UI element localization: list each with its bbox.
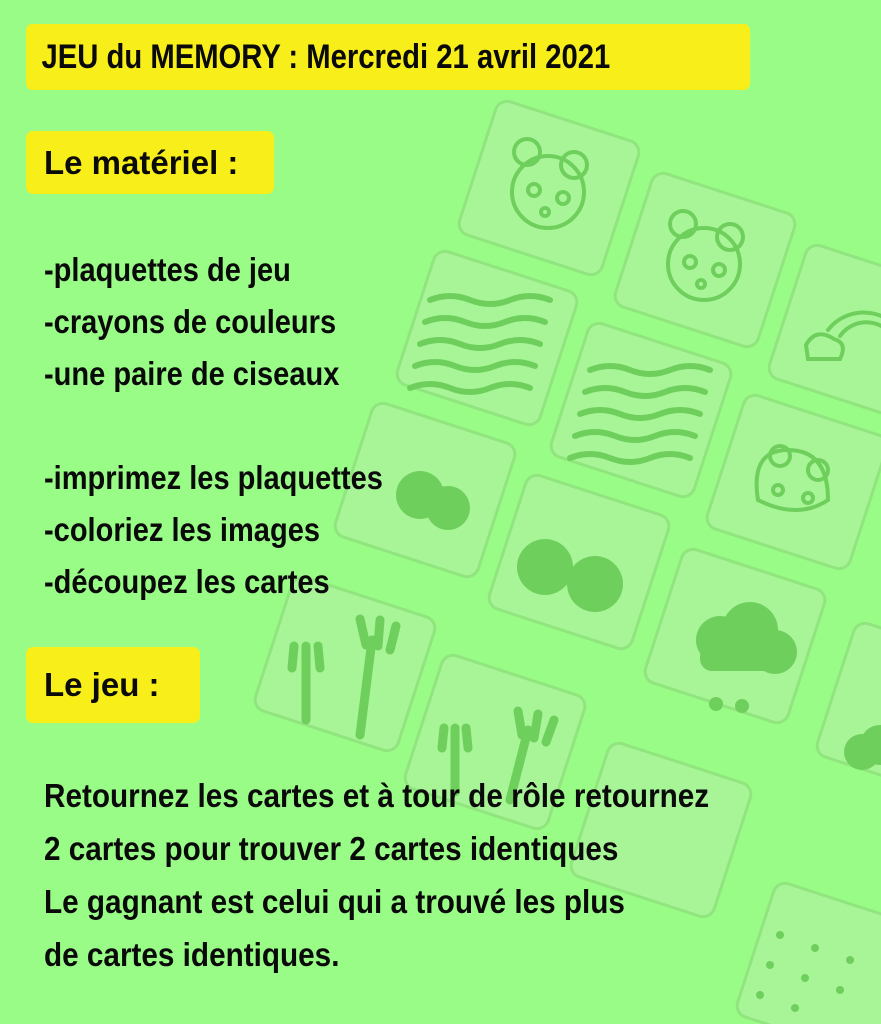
rules-line: Le gagnant est celui qui a trouvé les plus [44, 883, 625, 920]
rules-line: 2 cartes pour trouver 2 cartes identiques [44, 830, 619, 867]
game-heading: Le jeu : [26, 647, 200, 723]
preparation-step: -coloriez les images [44, 511, 321, 548]
materials-item: -une paire de ciseaux [44, 355, 340, 392]
rules-line: Retournez les cartes et à tour de rôle retournez [44, 777, 710, 814]
preparation-steps-list [44, 452, 429, 608]
game-rules-text [44, 769, 783, 981]
materials-item: -plaquettes de jeu [44, 251, 291, 288]
preparation-step: -découpez les cartes [44, 563, 330, 600]
materials-list [44, 244, 380, 400]
preparation-step: -imprimez les plaquettes [44, 459, 383, 496]
materials-item: -crayons de couleurs [44, 303, 337, 340]
page-title: JEU du MEMORY : Mercredi 21 avril 2021 [26, 24, 750, 90]
materials-heading: Le matériel : [26, 131, 274, 194]
rules-line: de cartes identiques. [44, 936, 340, 973]
